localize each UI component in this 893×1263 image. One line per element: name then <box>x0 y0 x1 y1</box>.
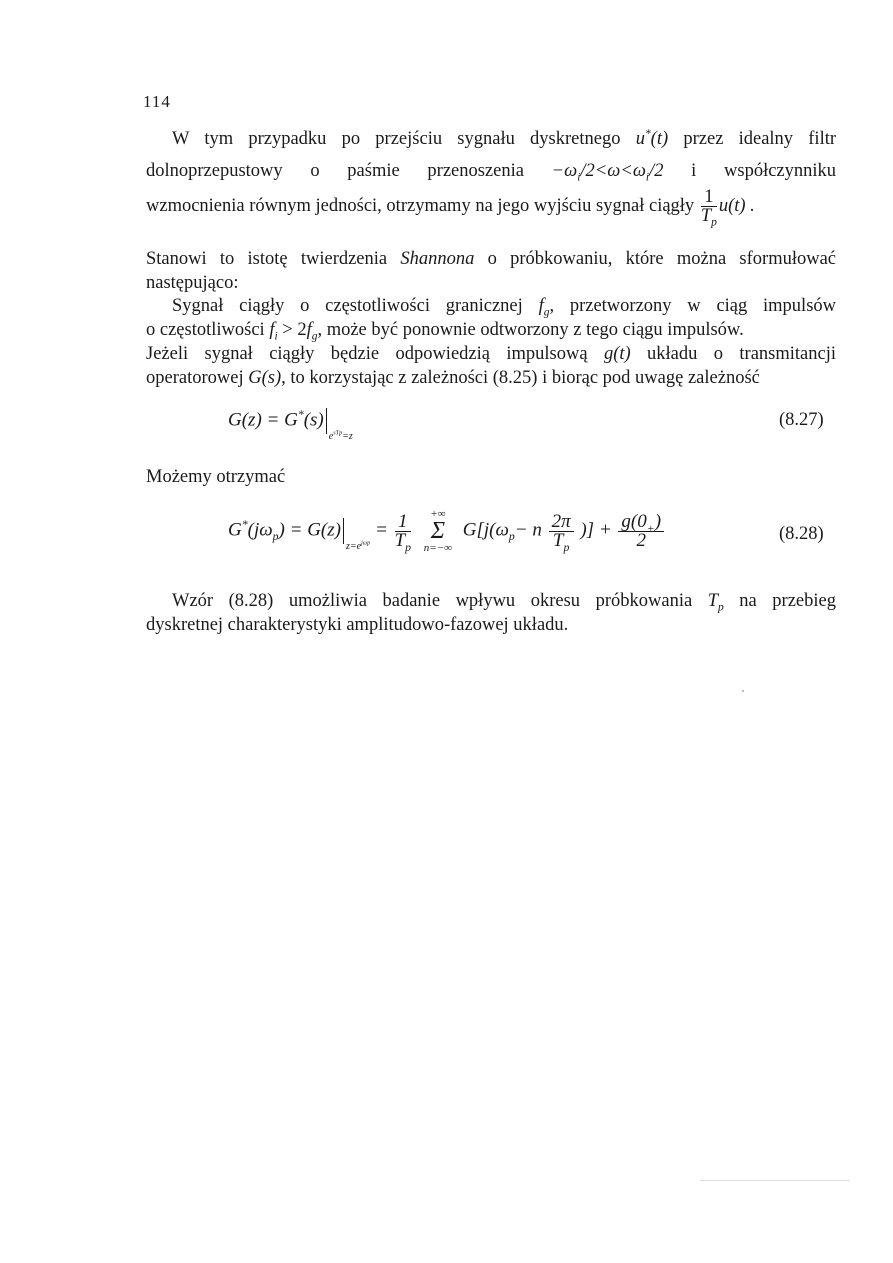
between-text: Możemy otrzymać <box>146 467 286 487</box>
para3-line1 <box>146 343 836 365</box>
theorem-line2-suffix: , może być ponownie odtworzony z tego ciągu impulsów. <box>317 320 744 340</box>
para1-line1-suffix: przez idealny filtr <box>683 129 837 149</box>
para1-line3 <box>146 187 836 229</box>
para3-line1-suffix: układu o transmitancji <box>647 344 837 364</box>
para2-line1 <box>146 248 836 270</box>
para4-line1 <box>172 590 836 612</box>
para1-line2 <box>146 160 836 182</box>
para3-line2 <box>146 367 836 389</box>
theorem-line1 <box>172 295 836 317</box>
theorem-line1-suffix: , przetworzony w ciąg impulsów <box>549 296 837 316</box>
period-tp: $T_p$ <box>707 591 724 614</box>
transfer-G: G(s) <box>248 368 282 388</box>
passband-expression: $-\omega_i/2<\omega<\omega_i/2$ <box>551 161 664 184</box>
para3-line2-prefix: operatorowej <box>146 368 244 388</box>
signal-u: u(t) . <box>718 195 755 216</box>
para2-line1-suffix: o próbkowaniu, które można sformułować <box>487 249 837 269</box>
freq-fg: $f_g$ <box>538 296 550 319</box>
inequality-sign: > 2 <box>282 320 307 340</box>
para1-line2-prefix: dolnoprzepustowy o paśmie przenoszenia <box>146 161 524 181</box>
page-number: 114 <box>143 92 171 111</box>
equation-8-28: $G^*(j\omega_p) = G(z)_{z=e^{j\omega p}}$ = $\frac{1}{T_p}$ +∞ Σ n=−∞ $G[j(\omega_p- n$ $\frac{2\pi}{T_p}$ )] + $\frac{g(0_+)}{2}$ <box>228 508 666 554</box>
summation-symbol: +∞ Σ n=−∞ <box>423 508 452 554</box>
para1-line2-suffix: i współczynniku <box>691 161 837 181</box>
para2-line1-prefix: Stanowi to istotę twierdzenia <box>146 249 388 269</box>
scan-artifact-line <box>700 1180 850 1181</box>
para3-line2-suffix: , to korzystając z zależności (8.25) i biorąc pod uwagę zależność <box>281 368 760 388</box>
para1-line3-text: wzmocnienia równym jedności, otrzymamy na jego wyjściu sygnał ciągły <box>146 195 695 216</box>
scan-speck <box>742 690 744 692</box>
signal-u-star: u*(t) <box>635 127 669 149</box>
para1-line1 <box>172 128 836 150</box>
freq-fg-2: $f_g$ <box>306 320 318 343</box>
theorem-line2 <box>146 319 836 341</box>
para4-line2: dyskretnej charakterystyki amplitudowo-fazowej układu. <box>146 615 569 635</box>
para4-line1-suffix: na przebieg <box>739 591 836 611</box>
theorem-line2-prefix: o częstotliwości <box>146 320 265 340</box>
para3-line1-prefix: Jeżeli sygnał ciągły będzie odpowiedzią impulsową <box>146 344 588 364</box>
theorem-line1-prefix: Sygnał ciągły o częstotliwości granicznej <box>172 296 523 316</box>
impulse-g: g(t) <box>603 344 631 364</box>
para4-line1-prefix: Wzór (8.28) umożliwia badanie wpływu okresu próbkowania <box>172 591 693 611</box>
shannon-name: Shannona <box>400 249 475 269</box>
para1-line1-prefix: W tym przypadku po przejściu sygnału dyskretnego <box>172 129 621 149</box>
equation-number-8-27: (8.27) <box>779 410 824 430</box>
para2-line2: następująco: <box>146 273 239 293</box>
fraction-1-over-tp: $\frac{1}{T_p}$ <box>700 187 717 229</box>
equation-8-27: $G(z) = G^*(s)_{e^{sTp}=z}$ <box>228 408 353 443</box>
equation-number-8-28: (8.28) <box>779 524 824 544</box>
freq-fi: $f_i$ <box>269 320 278 343</box>
